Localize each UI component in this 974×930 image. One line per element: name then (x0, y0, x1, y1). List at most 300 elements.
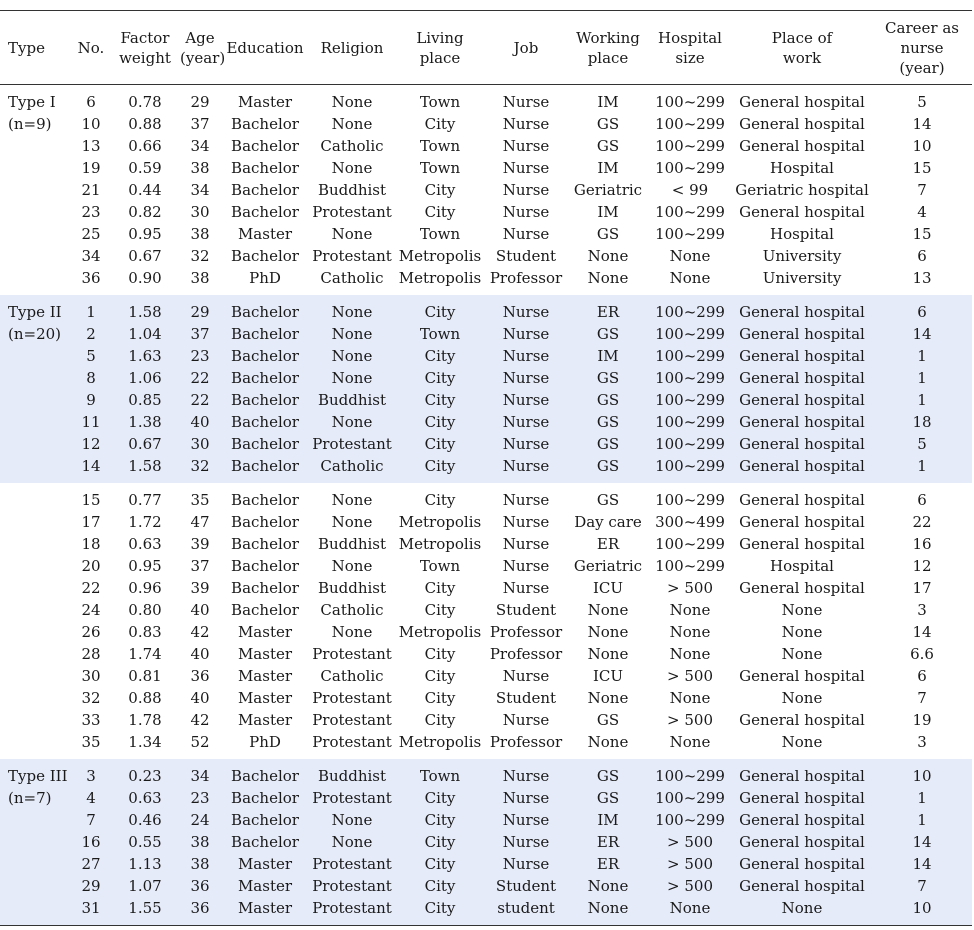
table-cell: Catholic (320, 269, 384, 287)
table-cell: Catholic (320, 601, 384, 619)
table-cell: General hospital (739, 767, 865, 785)
table-cell: 0.63 (128, 789, 162, 807)
table-cell: GS (596, 435, 620, 453)
table-cell: 100~299 (655, 93, 725, 111)
table-cell: Bachelor (231, 137, 299, 155)
table-row (0, 367, 972, 389)
table-cell: Geriatric (573, 181, 643, 199)
table-row (0, 245, 972, 267)
table-cell: Hospital (770, 159, 834, 177)
table-cell: Buddhist (317, 767, 387, 785)
table-cell: Nurse (502, 303, 550, 321)
table-cell: General hospital (739, 811, 865, 829)
table-cell: 10 (912, 899, 932, 917)
table-cell: 100~299 (655, 347, 725, 365)
table-cell: 38 (190, 269, 210, 287)
table-cell: Bachelor (231, 767, 299, 785)
table-cell: 1 (917, 789, 927, 807)
column-header-line: Place of (771, 28, 833, 47)
table-cell: Master (237, 877, 293, 895)
table-cell: 12 (912, 557, 932, 575)
table-cell: General hospital (739, 877, 865, 895)
table-row (0, 555, 972, 577)
table-cell: GS (596, 789, 620, 807)
table-cell: 42 (190, 711, 210, 729)
table-cell: General hospital (739, 413, 865, 431)
table-cell: Protestant (312, 711, 392, 729)
table-cell: 1.72 (128, 513, 162, 531)
table-row (0, 411, 972, 433)
table-cell: 7 (917, 877, 927, 895)
table-cell: 1.63 (128, 347, 162, 365)
table-cell: 100~299 (655, 137, 725, 155)
column-header-line: Religion (320, 38, 384, 57)
table-cell: 100~299 (655, 811, 725, 829)
table-cell: 15 (81, 491, 101, 509)
table-cell: City (424, 303, 456, 321)
column-header (732, 11, 872, 85)
table-cell: > 500 (667, 833, 713, 851)
table-cell: 24 (190, 811, 210, 829)
table-cell: 0.46 (128, 811, 162, 829)
table-cell: IM (597, 203, 619, 221)
table-cell: Town (419, 159, 461, 177)
table-cell: Bachelor (231, 203, 299, 221)
table-cell: 38 (190, 833, 210, 851)
table-cell: 0.95 (128, 225, 162, 243)
table-cell: Protestant (312, 247, 392, 265)
table-cell: Professor (489, 733, 563, 751)
type-label-line: Type III (8, 767, 68, 785)
table-cell: 31 (81, 899, 101, 917)
table-cell: 0.96 (128, 579, 162, 597)
table-cell: 19 (912, 711, 932, 729)
table-row (0, 643, 972, 665)
column-header (222, 11, 308, 85)
table-cell: 1.04 (128, 325, 162, 343)
table-cell: ICU (592, 579, 624, 597)
participant-type-table (0, 10, 972, 925)
table-cell: 18 (81, 535, 101, 553)
table-cell: City (424, 491, 456, 509)
table-cell: General hospital (739, 369, 865, 387)
table-cell: 0.88 (128, 689, 162, 707)
table-cell: City (424, 435, 456, 453)
table-row (0, 345, 972, 367)
table-cell: None (669, 899, 711, 917)
table-row (0, 201, 972, 223)
table-cell: 6 (917, 303, 927, 321)
table-cell: 27 (81, 855, 101, 873)
table-cell: > 500 (667, 579, 713, 597)
table-row (0, 759, 972, 787)
header-row (0, 11, 972, 85)
table-row (0, 897, 972, 925)
table-cell: Day care (574, 513, 642, 531)
table-cell: 1.38 (128, 413, 162, 431)
table-cell: 7 (86, 811, 96, 829)
column-header-line: Career as (885, 18, 959, 37)
table-row (0, 323, 972, 345)
table-cell: None (587, 247, 629, 265)
table-cell: Nurse (502, 557, 550, 575)
table-row (0, 389, 972, 411)
table-cell: 36 (81, 269, 101, 287)
table-cell: 5 (86, 347, 96, 365)
table-cell: None (781, 623, 823, 641)
table-cell: 37 (190, 557, 210, 575)
table-cell: 1.34 (128, 733, 162, 751)
table-cell: 6 (917, 667, 927, 685)
type-label-cell (0, 483, 70, 759)
table-row (0, 223, 972, 245)
table-cell: City (424, 347, 456, 365)
table-cell: None (331, 369, 373, 387)
table-cell: 6 (86, 93, 96, 111)
table-cell: Hospital (770, 557, 834, 575)
table-cell: 2 (86, 325, 96, 343)
table-row (0, 787, 972, 809)
table-row (0, 599, 972, 621)
table-cell: University (762, 269, 842, 287)
table-cell: 13 (912, 269, 932, 287)
table-cell: Protestant (312, 855, 392, 873)
table-cell: 7 (917, 689, 927, 707)
table-cell: Bachelor (231, 579, 299, 597)
table-cell: 5 (917, 93, 927, 111)
table-cell: Catholic (320, 137, 384, 155)
table-cell: Metropolis (398, 623, 482, 641)
table-cell: City (424, 645, 456, 663)
column-header-line: Hospital (658, 28, 722, 47)
table-cell: 1.58 (128, 303, 162, 321)
table-cell: Master (237, 623, 293, 641)
table-cell: 30 (81, 667, 101, 685)
table-header (0, 11, 972, 85)
table-cell: 1 (917, 457, 927, 475)
table-cell: PhD (249, 269, 281, 287)
table-cell: Catholic (320, 667, 384, 685)
type-group (0, 483, 972, 759)
table-cell: 0.88 (128, 115, 162, 133)
column-header (872, 11, 972, 85)
table-cell: General hospital (739, 833, 865, 851)
table-cell: 1.78 (128, 711, 162, 729)
table-cell: Town (419, 557, 461, 575)
table-cell: 8 (86, 369, 96, 387)
table-cell: 0.83 (128, 623, 162, 641)
table-cell: 36 (190, 667, 210, 685)
table-cell: 36 (190, 899, 210, 917)
table-cell: None (669, 733, 711, 751)
table-cell: 5 (917, 435, 927, 453)
table-cell: None (669, 689, 711, 707)
table-cell: Bachelor (231, 181, 299, 199)
table-cell: General hospital (739, 391, 865, 409)
table-cell: Buddhist (317, 391, 387, 409)
table-cell: 6.6 (910, 645, 934, 663)
table-cell: Nurse (502, 347, 550, 365)
table-cell: 42 (190, 623, 210, 641)
table-cell: Professor (489, 645, 563, 663)
table-cell: Bachelor (231, 325, 299, 343)
type-group (0, 85, 972, 296)
table-cell: General hospital (739, 711, 865, 729)
table-cell: 52 (190, 733, 210, 751)
type-label-line: (n=20) (8, 325, 62, 343)
table-row (0, 157, 972, 179)
table-cell: Nurse (502, 513, 550, 531)
table-cell: 22 (81, 579, 101, 597)
table-cell: General hospital (739, 203, 865, 221)
table-cell: 32 (81, 689, 101, 707)
table-cell: 40 (190, 689, 210, 707)
table-cell: 29 (190, 303, 210, 321)
table-row (0, 577, 972, 599)
table-row (0, 85, 972, 114)
table-cell: None (331, 303, 373, 321)
table-cell: 14 (912, 325, 932, 343)
table-cell: 1 (86, 303, 96, 321)
table-cell: Nurse (502, 325, 550, 343)
table-cell: 32 (190, 457, 210, 475)
table-cell: Nurse (502, 435, 550, 453)
column-header-line: (year) (899, 58, 945, 77)
table-cell: GS (596, 325, 620, 343)
table-cell: General hospital (739, 855, 865, 873)
table-cell: Bachelor (231, 159, 299, 177)
table-cell: City (424, 667, 456, 685)
column-header-line: weight (119, 48, 171, 67)
column-header-line: Education (226, 38, 304, 57)
table-cell: 36 (190, 877, 210, 895)
table-cell: ER (596, 855, 620, 873)
table-cell: 100~299 (655, 391, 725, 409)
table-cell: 100~299 (655, 491, 725, 509)
table-cell: 24 (81, 601, 101, 619)
table-cell: 0.63 (128, 535, 162, 553)
table-cell: > 500 (667, 667, 713, 685)
table-cell: 40 (190, 645, 210, 663)
table-cell: 0.44 (128, 181, 162, 199)
table-row (0, 295, 972, 323)
table-cell: 0.23 (128, 767, 162, 785)
table-cell: Bachelor (231, 369, 299, 387)
table-cell: Bachelor (231, 513, 299, 531)
table-cell: Nurse (502, 457, 550, 475)
table-cell: IM (597, 811, 619, 829)
table-cell: City (424, 115, 456, 133)
table-cell: Nurse (502, 855, 550, 873)
type-label-cell (0, 295, 70, 483)
column-header (308, 11, 396, 85)
table-cell: Metropolis (398, 513, 482, 531)
column-header-line: place (419, 48, 461, 67)
table-cell: 40 (190, 413, 210, 431)
table-cell: 17 (81, 513, 101, 531)
table-cell: General hospital (739, 115, 865, 133)
table-cell: 0.67 (128, 247, 162, 265)
table-cell: Bachelor (231, 557, 299, 575)
table-cell: IM (597, 347, 619, 365)
table-cell: 0.80 (128, 601, 162, 619)
table-cell: 1 (917, 347, 927, 365)
table-cell: City (424, 833, 456, 851)
table-cell: Bachelor (231, 247, 299, 265)
table-cell: 40 (190, 601, 210, 619)
table-cell: City (424, 391, 456, 409)
table-cell: General hospital (739, 579, 865, 597)
table-cell: 16 (81, 833, 101, 851)
table-cell: None (669, 623, 711, 641)
table-cell: None (331, 491, 373, 509)
table-cell: 34 (190, 767, 210, 785)
table-cell: General hospital (739, 513, 865, 531)
table-cell: Metropolis (398, 733, 482, 751)
table-cell: Town (419, 93, 461, 111)
table-cell: General hospital (739, 457, 865, 475)
table-cell: Master (237, 689, 293, 707)
table-cell: 4 (917, 203, 927, 221)
table-cell: IM (597, 159, 619, 177)
type-label-line: Type II (8, 303, 62, 321)
table-cell: Nurse (502, 137, 550, 155)
table-cell: 0.66 (128, 137, 162, 155)
table-row (0, 455, 972, 483)
table-cell: None (331, 623, 373, 641)
table-cell: 35 (81, 733, 101, 751)
table-cell: Master (237, 667, 293, 685)
table-cell: General hospital (739, 303, 865, 321)
type-label-line: Type I (8, 93, 56, 111)
table-cell: Student (495, 877, 557, 895)
table-cell: Geriatric (573, 557, 643, 575)
table-cell: 20 (81, 557, 101, 575)
table-cell: 1.74 (128, 645, 162, 663)
table-cell: 30 (190, 203, 210, 221)
table-cell: Master (237, 899, 293, 917)
table-cell: 100~299 (655, 457, 725, 475)
table-cell: 0.95 (128, 557, 162, 575)
table-cell: 0.77 (128, 491, 162, 509)
table-cell: Buddhist (317, 535, 387, 553)
table-cell: 13 (81, 137, 101, 155)
table-cell: 0.85 (128, 391, 162, 409)
table-cell: 100~299 (655, 535, 725, 553)
table-cell: None (331, 325, 373, 343)
table-row (0, 113, 972, 135)
table-cell: None (781, 689, 823, 707)
table-cell: Nurse (502, 833, 550, 851)
table-cell: None (587, 269, 629, 287)
table-cell: 29 (190, 93, 210, 111)
column-header (178, 11, 226, 85)
table-cell: Town (419, 767, 461, 785)
table-cell: None (587, 689, 629, 707)
table-cell: Nurse (502, 811, 550, 829)
table-cell: Master (237, 855, 293, 873)
table-cell: Professor (489, 269, 563, 287)
column-header-line: Living (416, 28, 464, 47)
table-cell: 37 (190, 115, 210, 133)
table-cell: ER (596, 833, 620, 851)
table-row (0, 533, 972, 555)
table-cell: City (424, 855, 456, 873)
table-row (0, 433, 972, 455)
table-cell: 14 (912, 855, 932, 873)
table-cell: 0.78 (128, 93, 162, 111)
column-header-line: size (675, 48, 705, 67)
table-cell: 34 (190, 181, 210, 199)
table-cell: 1.06 (128, 369, 162, 387)
table-cell: None (331, 115, 373, 133)
table-cell: 23 (190, 347, 210, 365)
table-cell: City (424, 369, 456, 387)
table-cell: None (781, 645, 823, 663)
table-cell: None (587, 877, 629, 895)
table-cell: Nurse (502, 115, 550, 133)
table-cell: 1.13 (128, 855, 162, 873)
table-cell: 1.07 (128, 877, 162, 895)
table-cell: None (781, 899, 823, 917)
table-cell: GS (596, 391, 620, 409)
type-label-line: (n=9) (8, 115, 52, 133)
column-header-line: place (587, 48, 629, 67)
table-cell: 37 (190, 325, 210, 343)
table-cell: General hospital (739, 325, 865, 343)
table-cell: GS (596, 413, 620, 431)
table-cell: 0.81 (128, 667, 162, 685)
table-cell: 10 (912, 137, 932, 155)
table-cell: General hospital (739, 137, 865, 155)
table-cell: None (331, 413, 373, 431)
table-cell: IM (597, 93, 619, 111)
table-cell: < 99 (671, 181, 709, 199)
column-header (396, 11, 484, 85)
table-cell: None (587, 623, 629, 641)
table-cell: City (424, 457, 456, 475)
table-cell: 0.90 (128, 269, 162, 287)
table-cell: 0.67 (128, 435, 162, 453)
table-row (0, 135, 972, 157)
column-header-line: (year) (180, 48, 226, 67)
table-cell: Nurse (502, 181, 550, 199)
table-cell: 3 (86, 767, 96, 785)
table-cell: Nurse (502, 667, 550, 685)
table-cell: 3 (917, 733, 927, 751)
table-cell: 15 (912, 225, 932, 243)
table-cell: 19 (81, 159, 101, 177)
table-cell: Bachelor (231, 303, 299, 321)
table-cell: 100~299 (655, 325, 725, 343)
table-row (0, 809, 972, 831)
table-cell: Professor (489, 623, 563, 641)
table-cell: 38 (190, 855, 210, 873)
table-cell: 100~299 (655, 159, 725, 177)
table-row (0, 267, 972, 295)
type-label-cell (0, 759, 70, 925)
table-cell: 15 (912, 159, 932, 177)
column-header (568, 11, 648, 85)
table-cell: 6 (917, 247, 927, 265)
type-label-line: (n=7) (8, 789, 52, 807)
table-cell: Protestant (312, 689, 392, 707)
table-cell: 1 (917, 391, 927, 409)
table-cell: None (331, 225, 373, 243)
table-cell: None (587, 601, 629, 619)
type-group (0, 759, 972, 925)
table-cell: 300~499 (655, 513, 725, 531)
